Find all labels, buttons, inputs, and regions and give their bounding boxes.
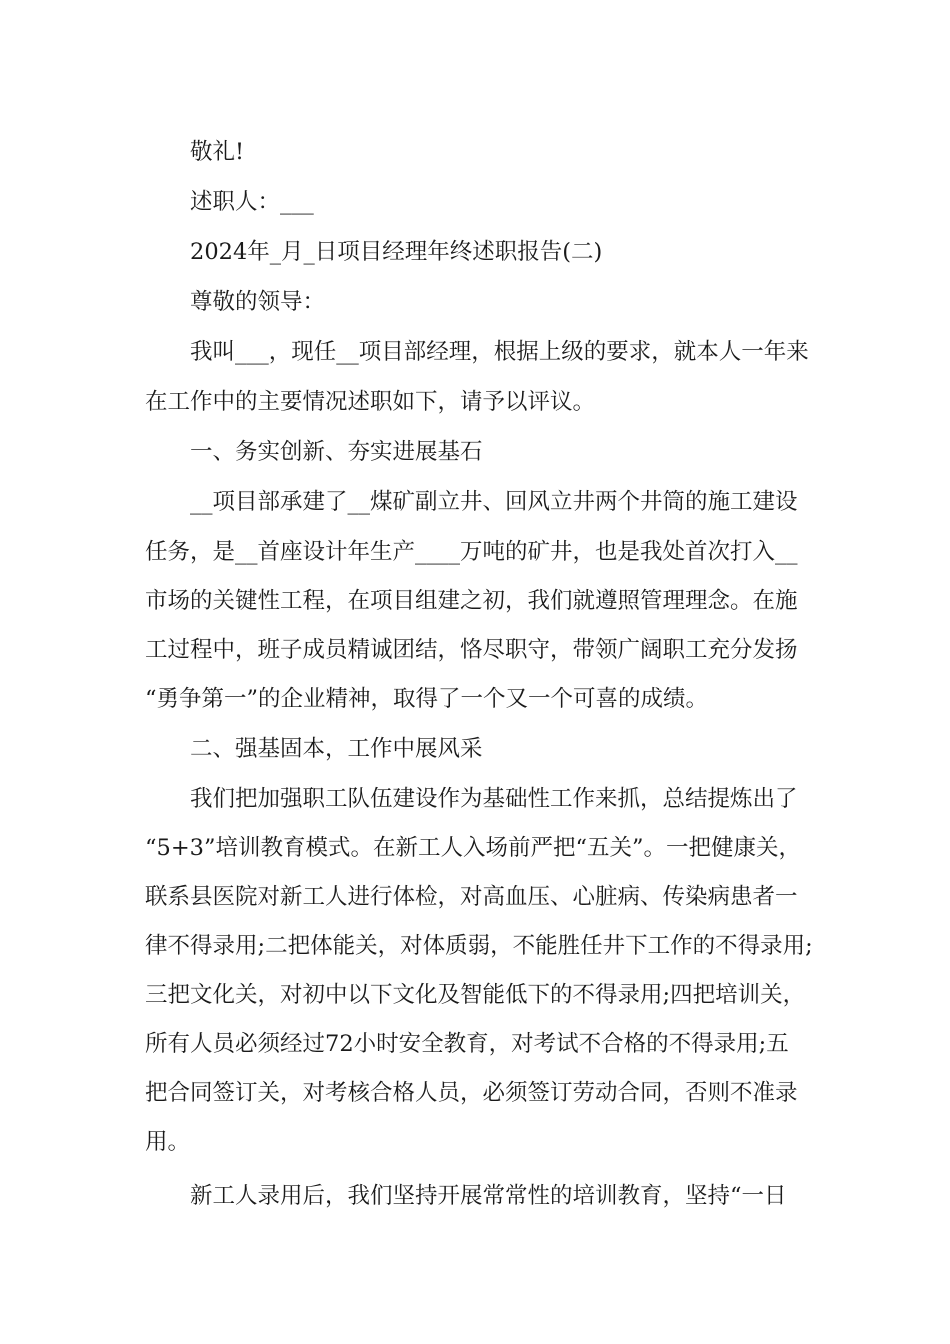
section2-heading: 二、强基固本，工作中展风采	[190, 736, 483, 762]
intro-line: 我叫___，现任__项目部经理，根据上级的要求，就本人一年来	[190, 339, 809, 365]
closing-line: 敬礼!	[190, 139, 245, 165]
section2-line: 我们把加强职工队伍建设作为基础性工作来抓，总结提炼出了	[190, 786, 798, 812]
section2-line: 用。	[145, 1129, 191, 1155]
section2-line: 新工人录用后，我们坚持开展常常性的培训教育，坚持“一日	[190, 1183, 787, 1209]
report-title: 2024年_月_日项目经理年终述职报告(二)	[190, 239, 603, 265]
section2-line: 律不得录用;二把体能关，对体质弱，不能胜任井下工作的不得录用;	[145, 933, 813, 959]
section2-line: 所有人员必须经过72小时安全教育，对考试不合格的不得录用;五	[145, 1031, 789, 1057]
section1-line: 市场的关键性工程，在项目组建之初，我们就遵照管理理念。在施	[145, 588, 798, 614]
intro-line: 在工作中的主要情况述职如下，请予以评议。	[145, 389, 596, 415]
salutation: 尊敬的领导：	[190, 289, 326, 315]
section1-line: 工过程中，班子成员精诚团结，恪尽职守，带领广阔职工充分发扬	[145, 637, 798, 663]
signature-line: 述职人：___	[190, 189, 314, 215]
section1-line: __项目部承建了__煤矿副立井、回风立井两个井筒的施工建设	[190, 489, 798, 515]
section1-heading: 一、务实创新、夯实进展基石	[190, 439, 483, 465]
section2-line: “5+3”培训教育模式。在新工人入场前严把“五关”。一把健康关，	[145, 835, 801, 861]
section2-line: 把合同签订关，对考核合格人员，必须签订劳动合同，否则不准录	[145, 1080, 798, 1106]
section1-line: “勇争第一”的企业精神，取得了一个又一个可喜的成绩。	[145, 686, 709, 712]
section1-line: 任务，是__首座设计年生产____万吨的矿井，也是我处首次打入__	[145, 539, 798, 565]
section2-line: 联系县医院对新工人进行体检，对高血压、心脏病、传染病患者一	[145, 884, 798, 910]
section2-line: 三把文化关，对初中以下文化及智能低下的不得录用;四把培训关，	[145, 982, 806, 1008]
